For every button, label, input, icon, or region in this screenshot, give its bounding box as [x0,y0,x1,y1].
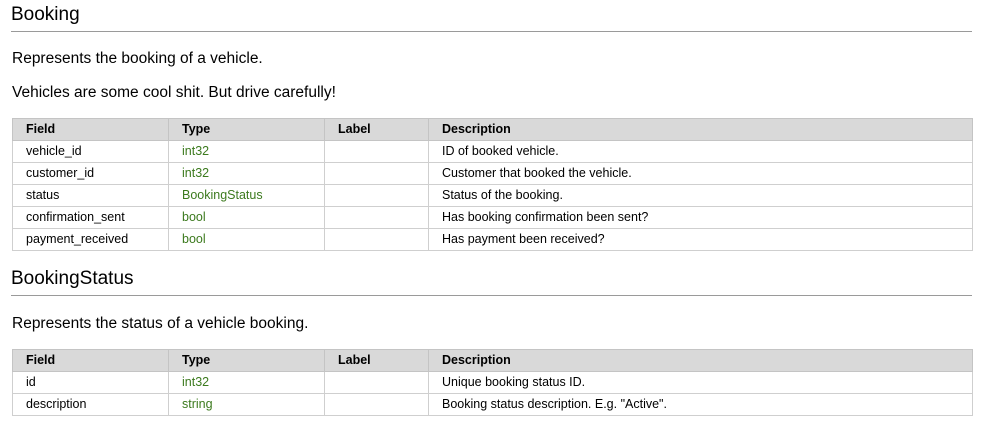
booking-status-description: Represents the status of a vehicle booking. [12,315,309,332]
column-header-field: Field [13,350,169,372]
field-label [325,163,429,185]
column-header-type: Type [169,350,325,372]
field-type-link[interactable]: int32 [169,141,325,163]
field-name: customer_id [13,163,169,185]
section-title-booking-status: BookingStatus [11,268,972,296]
section-title-booking: Booking [11,4,972,32]
booking-status-fields-table [12,349,973,416]
field-description: Status of the booking. [429,185,973,207]
field-type-link[interactable]: int32 [169,163,325,185]
field-type-link[interactable]: bool [169,207,325,229]
field-label [325,141,429,163]
column-header-field: Field [13,119,169,141]
field-description: Booking status description. E.g. "Active". [429,394,973,416]
column-header-description: Description [429,119,973,141]
field-type-link[interactable]: bool [169,229,325,251]
field-label [325,372,429,394]
booking-fields-table [12,118,973,251]
field-name: payment_received [13,229,169,251]
field-type-link[interactable]: BookingStatus [169,185,325,207]
table-row [13,207,973,229]
field-description: Has booking confirmation been sent? [429,207,973,229]
field-description: Customer that booked the vehicle. [429,163,973,185]
table-header-row [13,119,973,141]
table-header-row [13,350,973,372]
table-row [13,229,973,251]
field-type-link[interactable]: string [169,394,325,416]
field-name: id [13,372,169,394]
column-header-type: Type [169,119,325,141]
table-row [13,163,973,185]
field-label [325,229,429,251]
column-header-description: Description [429,350,973,372]
field-description: Unique booking status ID. [429,372,973,394]
field-name: description [13,394,169,416]
table-row [13,372,973,394]
field-name: vehicle_id [13,141,169,163]
column-header-label: Label [325,350,429,372]
field-label [325,394,429,416]
table-row [13,185,973,207]
field-name: confirmation_sent [13,207,169,229]
field-description: ID of booked vehicle. [429,141,973,163]
column-header-label: Label [325,119,429,141]
field-type-link[interactable]: int32 [169,372,325,394]
booking-description: Represents the booking of a vehicle. [12,50,263,67]
table-row [13,141,973,163]
field-name: status [13,185,169,207]
field-description: Has payment been received? [429,229,973,251]
field-label [325,207,429,229]
booking-note: Vehicles are some cool shit. But drive carefully! [12,84,336,101]
table-row [13,394,973,416]
field-label [325,185,429,207]
